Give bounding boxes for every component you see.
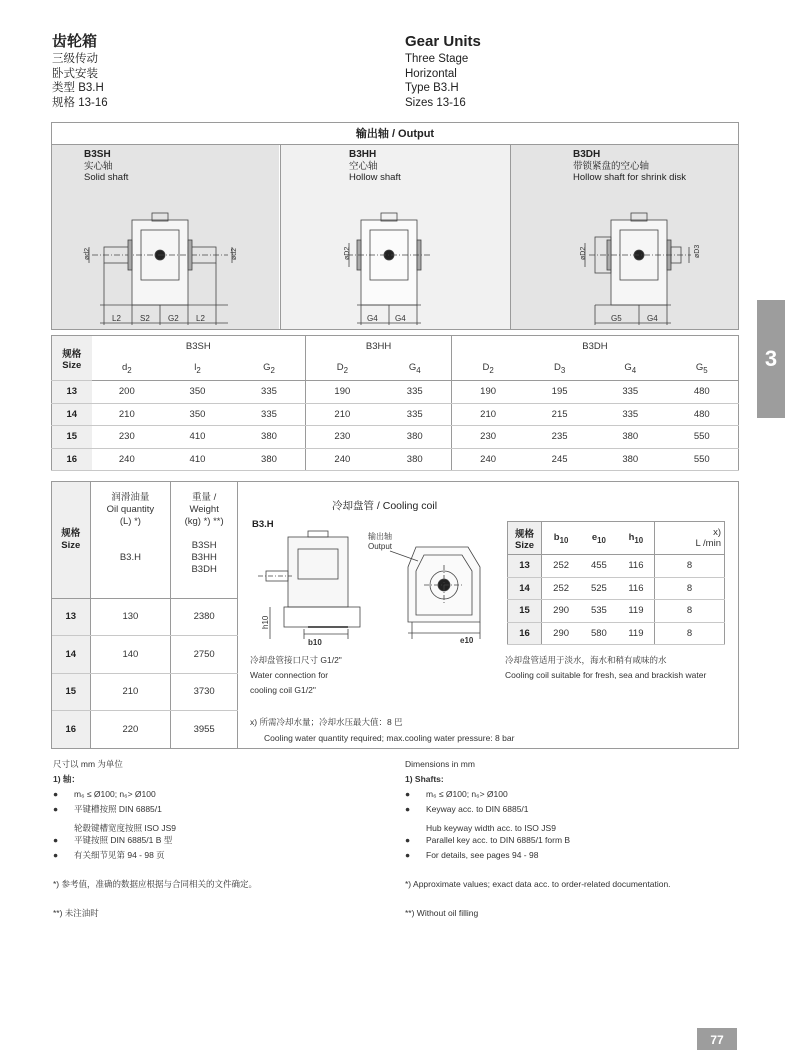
size-header-en: Size (62, 359, 82, 371)
table-row (52, 598, 238, 636)
oil-weight-table (52, 482, 238, 748)
row-size: 16 (52, 448, 92, 471)
size-header-cn: 规格 (62, 348, 82, 360)
subtitle-en-1: Three Stage (405, 53, 469, 65)
cell: 335 (595, 381, 666, 404)
group-b3dh: B3DH (451, 336, 738, 358)
note-text: For details, see pages 94 - 98 (426, 850, 539, 860)
table-row (52, 636, 238, 674)
cell: 240 (306, 448, 379, 471)
weight-header-unit: (kg) *) **) (184, 516, 224, 527)
group-b3sh: B3SH (185, 341, 211, 353)
cell: 335 (233, 381, 306, 404)
weight-type-b3dh: B3DH (191, 564, 217, 575)
cell: 335 (595, 403, 666, 426)
table-row (508, 555, 725, 578)
cell: 335 (379, 381, 452, 404)
note-text: Parallel key acc. to DIN 6885/1 form B (426, 835, 571, 845)
cell: 350 (162, 381, 233, 404)
coil-size-header (508, 522, 542, 555)
coil-col-flow (655, 522, 725, 555)
oil-header-en: Oil quantity (106, 504, 155, 515)
dim-e10-label: e10 (460, 636, 474, 645)
col-g2: $G_2$ (233, 358, 306, 381)
coil-flow-unit: L /min (695, 538, 721, 549)
cell: 200 (92, 381, 163, 404)
cell: 480 (666, 381, 739, 404)
water-en: Cooling water quantity required; max.cooling water pressure: 8 bar (264, 733, 515, 743)
cell: 480 (666, 403, 739, 426)
note-bullet-3: ● Parallel key acc. to DIN 6885/1 form B (405, 835, 571, 845)
header-cn (52, 32, 108, 110)
title-en: Gear Units (405, 33, 481, 50)
cell: 252 (542, 577, 581, 600)
weight-type-b3sh: B3SH (191, 540, 217, 551)
note-shaft-en: 1) Shafts: (405, 774, 444, 784)
cell: 210 (451, 403, 524, 426)
cooling-coil-drawing (248, 527, 498, 647)
row-size: 14 (52, 403, 92, 426)
table-row (52, 711, 238, 749)
ow-size-header (52, 482, 90, 598)
water-cn: x) 所需冷却水量；冷却水压最大值：8 巴 (250, 717, 403, 727)
note-hub-en: Hub keyway width acc. to ISO JS9 (426, 823, 556, 833)
output-en-label: Output (368, 542, 393, 551)
cell: 240 (451, 448, 524, 471)
oil-value: 220 (90, 711, 171, 749)
coil-drawing-label: B3.H (252, 519, 274, 530)
panel-b3dh-cn: 带锁紧盘的空心轴 (573, 160, 650, 172)
svg-text:G2: G2 (168, 314, 179, 323)
cell: 8 (655, 577, 725, 600)
cell: 410 (162, 426, 233, 449)
cell: 290 (542, 600, 581, 623)
subtitle-cn-2: 卧式安装 (52, 67, 98, 80)
output-cn-label: 输出轴 (368, 532, 392, 541)
svg-text:G4: G4 (647, 314, 658, 323)
cell: 190 (306, 381, 379, 404)
table-row (508, 600, 725, 623)
subtitle-en-2: Horizontal (405, 67, 457, 80)
table-row (52, 426, 739, 449)
subtitle-cn-3: 类型 B3.H (52, 82, 104, 94)
oil-type: B3.H (119, 552, 141, 563)
dim-h10-label: h10 (261, 615, 270, 629)
col-hh-g4: $G_4$ (379, 358, 452, 381)
panel-b3dh-code: B3DH (573, 149, 601, 160)
panel-b3sh-code: B3SH (84, 149, 111, 160)
subtitle-en-3: Type B3.H (405, 82, 459, 94)
notes-cn (53, 757, 383, 921)
weight-value: 3955 (171, 711, 238, 749)
cell: 550 (666, 426, 739, 449)
conn-en-2: cooling coil G1/2" (250, 685, 316, 695)
coil-flow-x: x) (713, 527, 721, 538)
conn-cn: 冷却盘管接口尺寸 G1/2" (250, 655, 342, 665)
svg-text:S2: S2 (140, 314, 150, 323)
panel-b3hh-cn: 空心轴 (349, 160, 378, 172)
table-row (508, 577, 725, 600)
conn-en-1: Water connection for (250, 670, 329, 680)
coil-col-b10: $b_{10}$ (542, 522, 581, 555)
coil-col-h10: $h_{10}$ (618, 522, 655, 555)
cell: 350 (162, 403, 233, 426)
cell: 535 (580, 600, 617, 623)
svg-text:L2: L2 (196, 314, 205, 323)
coil-size-cn: 规格 (514, 528, 534, 540)
col-dh-d2: $D_2$ (451, 358, 524, 381)
cell: 230 (92, 426, 163, 449)
col-dh-d3: $D_3$ (524, 358, 595, 381)
title-cn: 齿轮箱 (52, 33, 98, 50)
note-text: 平键槽按照 DIN 6885/1 (74, 804, 162, 814)
cell: 116 (618, 555, 655, 578)
cell: 8 (655, 600, 725, 623)
subtitle-cn-4: 规格 13-16 (52, 96, 108, 109)
cell: 380 (595, 426, 666, 449)
cell: 380 (233, 448, 306, 471)
cell: 410 (162, 448, 233, 471)
svg-text:G5: G5 (611, 314, 622, 323)
ow-size-en: Size (61, 539, 81, 551)
coil-title: 冷却盘管 / Cooling coil (332, 500, 438, 512)
coil-table (507, 521, 725, 645)
cell: 290 (542, 622, 581, 645)
cell: 380 (379, 448, 452, 471)
subtitle-en-4: Sizes 13-16 (405, 96, 466, 109)
cell: 245 (524, 448, 595, 471)
output-section (51, 122, 739, 330)
panel-b3dh-en: Hollow shaft for shrink disk (573, 172, 686, 183)
col-hh-d2: $D_2$ (306, 358, 379, 381)
row-size: 15 (52, 673, 90, 711)
row-size: 16 (508, 622, 542, 645)
cell: 8 (655, 555, 725, 578)
weight-header (171, 482, 238, 598)
svg-text:G4: G4 (395, 314, 406, 323)
output-title: 输出轴 / Output (52, 123, 738, 145)
cell: 235 (524, 426, 595, 449)
note-text: Keyway acc. to DIN 6885/1 (426, 804, 529, 814)
oil-header-cn: 润滑油量 (111, 492, 150, 503)
row-size: 13 (52, 381, 92, 404)
footnote-1-cn: *) 参考值，准确的数据应根据与合同相关的文件确定。 (53, 879, 258, 889)
ow-size-cn: 规格 (61, 527, 81, 539)
col-dh-g5: $G_5$ (666, 358, 739, 381)
cell: 230 (306, 426, 379, 449)
row-size: 14 (508, 577, 542, 600)
note-text: m₆ ≤ Ø100; n₆> Ø100 (74, 789, 156, 799)
cooling-water-note (250, 714, 514, 746)
cell: 335 (379, 403, 452, 426)
row-size: 14 (52, 636, 90, 674)
cell: 380 (379, 426, 452, 449)
svg-text:ød2: ød2 (84, 247, 91, 260)
note-text: 平键按照 DIN 6885/1 B 型 (74, 835, 173, 845)
oil-value: 130 (90, 598, 171, 636)
subtitle-cn-1: 三级传动 (52, 53, 98, 65)
note-bullet-3: ● 平键按照 DIN 6885/1 B 型 (53, 835, 173, 845)
cell: 380 (233, 426, 306, 449)
weight-value: 2750 (171, 636, 238, 674)
dimension-table (51, 335, 739, 471)
footnote-1-en: *) Approximate values; exact data acc. to order-related documentation. (405, 879, 671, 889)
panel-b3hh-code: B3HH (349, 149, 377, 160)
cell: 240 (92, 448, 163, 471)
cell: 580 (580, 622, 617, 645)
note-bullet-1: ● m₆ ≤ Ø100; n₆> Ø100 (53, 789, 156, 799)
col-d2: $d_2$ (92, 358, 163, 381)
note-dim-en: Dimensions in mm (405, 759, 475, 769)
row-size: 15 (52, 426, 92, 449)
cell: 116 (618, 577, 655, 600)
row-size: 13 (508, 555, 542, 578)
note-bullet-4: ● 有关细节见第 94 - 98 页 (53, 850, 165, 860)
group-b3hh: B3HH (306, 336, 452, 358)
svg-text:øD3: øD3 (694, 244, 701, 258)
cell: 230 (451, 426, 524, 449)
hollow-shaft-drawing (281, 145, 511, 329)
cell: 455 (580, 555, 617, 578)
weight-value: 2380 (171, 598, 238, 636)
cell: 335 (233, 403, 306, 426)
table-row (52, 403, 739, 426)
note-dim-cn: 尺寸以 mm 为单位 (53, 759, 123, 769)
footnote-2-en: **) Without oil filling (405, 908, 479, 918)
panel-b3sh-en: Solid shaft (84, 172, 129, 183)
cell: 119 (618, 600, 655, 623)
cell: 380 (595, 448, 666, 471)
row-size: 16 (52, 711, 90, 749)
note-shaft-cn: 1) 轴： (53, 774, 80, 784)
panel-b3sh (52, 145, 279, 329)
notes-en (405, 757, 745, 921)
weight-value: 3730 (171, 673, 238, 711)
page-number: 77 (697, 1028, 737, 1050)
svg-text:L2: L2 (112, 314, 121, 323)
svg-text:G4: G4 (367, 314, 378, 323)
oil-value: 140 (90, 636, 171, 674)
weight-header-en: Weight (189, 504, 219, 515)
table-row (508, 622, 725, 645)
oil-value: 210 (90, 673, 171, 711)
note-text: m₆ ≤ Ø100; n₆> Ø100 (426, 789, 508, 799)
water-connection-note (250, 653, 342, 698)
panel-b3hh-en: Hollow shaft (349, 172, 401, 183)
panel-b3sh-cn: 实心轴 (84, 160, 113, 172)
note-bullet-4: ● For details, see pages 94 - 98 (405, 850, 539, 860)
cell: 215 (524, 403, 595, 426)
coil-col-e10: $e_{10}$ (580, 522, 617, 555)
chapter-tab: 3 (757, 300, 785, 418)
cell: 119 (618, 622, 655, 645)
table-row (52, 673, 238, 711)
solid-shaft-drawing (52, 145, 279, 329)
cell: 550 (666, 448, 739, 471)
row-size: 13 (52, 598, 90, 636)
oil-header (90, 482, 171, 598)
coil-size-en: Size (514, 539, 534, 551)
note-bullet-2: ● 平键槽按照 DIN 6885/1 (53, 804, 162, 814)
cell: 210 (306, 403, 379, 426)
svg-text:ød2: ød2 (231, 247, 238, 260)
table-row (52, 381, 739, 404)
suit-en: Cooling coil suitable for fresh, sea and brackish water (505, 670, 707, 680)
size-header (52, 336, 92, 381)
panel-b3hh (280, 145, 510, 329)
header-en (405, 32, 481, 110)
weight-header-cn: 重量 / (192, 492, 217, 503)
footnote-2-cn: **) 未注油时 (53, 908, 99, 918)
shrink-disk-drawing (511, 145, 739, 329)
col-dh-g4: $G_4$ (595, 358, 666, 381)
suit-cn: 冷却盘管适用于淡水，海水和稍有咸味的水 (505, 655, 667, 665)
svg-text:øD2: øD2 (344, 246, 351, 260)
note-bullet-1: ● m₆ ≤ Ø100; n₆> Ø100 (405, 789, 508, 799)
dim-b10-label: b10 (308, 638, 322, 647)
oil-coil-section (51, 481, 739, 749)
note-bullet-2: ● Keyway acc. to DIN 6885/1 (405, 804, 529, 814)
cell: 8 (655, 622, 725, 645)
oil-header-unit: (L) *) (119, 516, 141, 527)
note-hub-cn: 轮毂键槽宽度按照 ISO JS9 (74, 823, 177, 833)
note-text: 有关细节见第 94 - 98 页 (74, 850, 165, 860)
coil-suitability-note (505, 653, 706, 683)
weight-type-b3hh: B3HH (191, 552, 217, 563)
cell: 525 (580, 577, 617, 600)
row-size: 15 (508, 600, 542, 623)
panel-b3dh (510, 145, 738, 329)
cell: 195 (524, 381, 595, 404)
cell: 210 (92, 403, 163, 426)
col-l2: $l_2$ (162, 358, 233, 381)
cell: 190 (451, 381, 524, 404)
svg-text:øD2: øD2 (580, 246, 587, 260)
cell: 252 (542, 555, 581, 578)
table-row (52, 448, 739, 471)
